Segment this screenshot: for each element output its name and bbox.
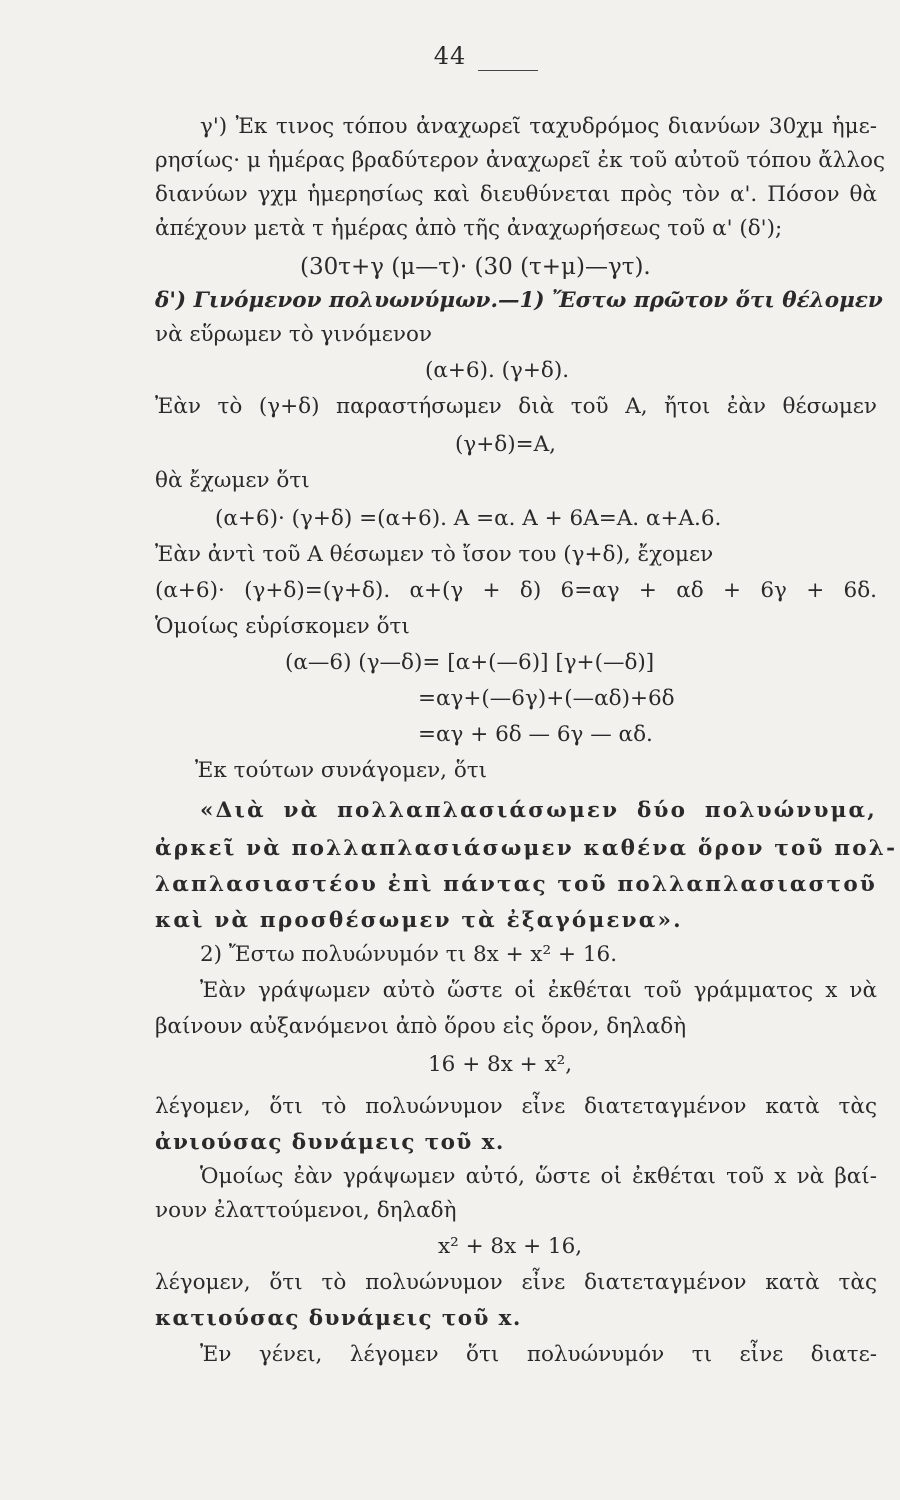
page-number-rule: [478, 70, 538, 71]
text-line: Ἐν γένει, λέγομεν ὅτι πολυώνυμόν τι εἶνε διατε-: [200, 1342, 877, 1367]
text-line: βαίνουν αὐξανόμενοι ἀπὸ ὅρου εἰς ὅρον, δηλαδὴ: [155, 1014, 687, 1039]
page-number: 44: [433, 42, 467, 70]
text-line: λέγομεν, ὅτι τὸ πολυώνυμον εἶνε διατεταγμένον κατὰ τὰς: [155, 1270, 877, 1295]
text-line: λέγομεν, ὅτι τὸ πολυώνυμον εἶνε διατεταγμένον κατὰ τὰς: [155, 1094, 877, 1119]
text-line: Ἐὰν ἀντὶ τοῦ Α θέσωμεν τὸ ἴσον του (γ+δ), ἔχομεν: [155, 542, 714, 567]
formula: (α—6) (γ—δ)= [α+(—6)] [γ+(—δ)]: [285, 650, 655, 675]
text-line: Ἐὰν γράψωμεν αὐτὸ ὥστε οἱ ἐκθέται τοῦ γράμματος x νὰ: [200, 978, 877, 1003]
formula: (α+6). (γ+δ).: [425, 358, 570, 383]
text-line: νὰ εὕρωμεν τὸ γινόμενον: [155, 322, 432, 347]
formula: =αγ + 6δ — 6γ — αδ.: [418, 722, 653, 747]
formula: (γ+δ)=Α,: [455, 432, 556, 457]
formula: (α+6)· (γ+δ)=(γ+δ). α+(γ + δ) 6=αγ + αδ + 6γ + 6δ.: [155, 578, 877, 603]
section-heading-line: δ') Γινόμενον πολυωνύμων.—1) Ἔστω πρῶτον ὅτι θέλομεν: [155, 288, 883, 313]
rule-text-line: καὶ νὰ προσθέσωμεν τὰ ἐξαγόμενα».: [155, 908, 683, 933]
text-line: Ἐκ τούτων συνάγομεν, ὅτι: [195, 758, 488, 783]
formula: x² + 8x + 16,: [438, 1234, 583, 1259]
answer-formula: (30τ+γ (μ—τ)· (30 (τ+μ)—γτ).: [300, 254, 651, 280]
text-line: ἀνιούσας δυνάμεις τοῦ x.: [155, 1130, 505, 1155]
rule-text-line: ἀρκεῖ νὰ πολλαπλασιάσωμεν καθένα ὅρον τοῦ πολ-: [155, 836, 898, 861]
rule-text-line: «Διὰ νὰ πολλαπλασιάσωμεν δύο πολυώνυμα,: [200, 798, 877, 823]
formula: 16 + 8x + x²,: [428, 1052, 573, 1077]
text-line: θὰ ἔχωμεν ὅτι: [155, 468, 310, 493]
text-line: κατιούσας δυνάμεις τοῦ x.: [155, 1306, 522, 1331]
text-line: Ἐὰν τὸ (γ+δ) παραστήσωμεν διὰ τοῦ Α, ἤτοι ἐὰν θέσωμεν: [155, 394, 877, 419]
formula: =αγ+(—6γ)+(—αδ)+6δ: [418, 686, 675, 711]
text-line: ἀπέχουν μετὰ τ ἡμέρας ἀπὸ τῆς ἀναχωρήσεως τοῦ α' (δ');: [155, 216, 783, 241]
formula: (α+6)· (γ+δ) =(α+6). Α =α. Α + 6Α=Α. α+Α.6.: [215, 506, 722, 531]
text-line: Ὁμοίως εὑρίσκομεν ὅτι: [155, 614, 410, 639]
rule-text-line: λαπλασιαστέου ἐπὶ πάντας τοῦ πολλαπλασιαστοῦ: [155, 872, 877, 897]
text-line: 2) Ἔστω πολυώνυμόν τι 8x + x² + 16.: [200, 942, 618, 967]
text-line: γ') Ἐκ τινος τόπου ἀναχωρεῖ ταχυδρόμος διανύων 30χμ ἡμε-: [200, 114, 877, 139]
text-line: διανύων γχμ ἡμερησίως καὶ διευθύνεται πρὸς τὸν α'. Πόσον θὰ: [155, 182, 877, 207]
text-line: ρησίως· μ ἡμέρας βραδύτερον ἀναχωρεῖ ἐκ τοῦ αὐτοῦ τόπου ἄλλος: [155, 148, 885, 173]
text-line: νουν ἐλαττούμενοι, δηλαδὴ: [155, 1198, 457, 1223]
text-line: Ὁμοίως ἐὰν γράψωμεν αὐτό, ὥστε οἱ ἐκθέται τοῦ x νὰ βαί-: [200, 1164, 877, 1189]
